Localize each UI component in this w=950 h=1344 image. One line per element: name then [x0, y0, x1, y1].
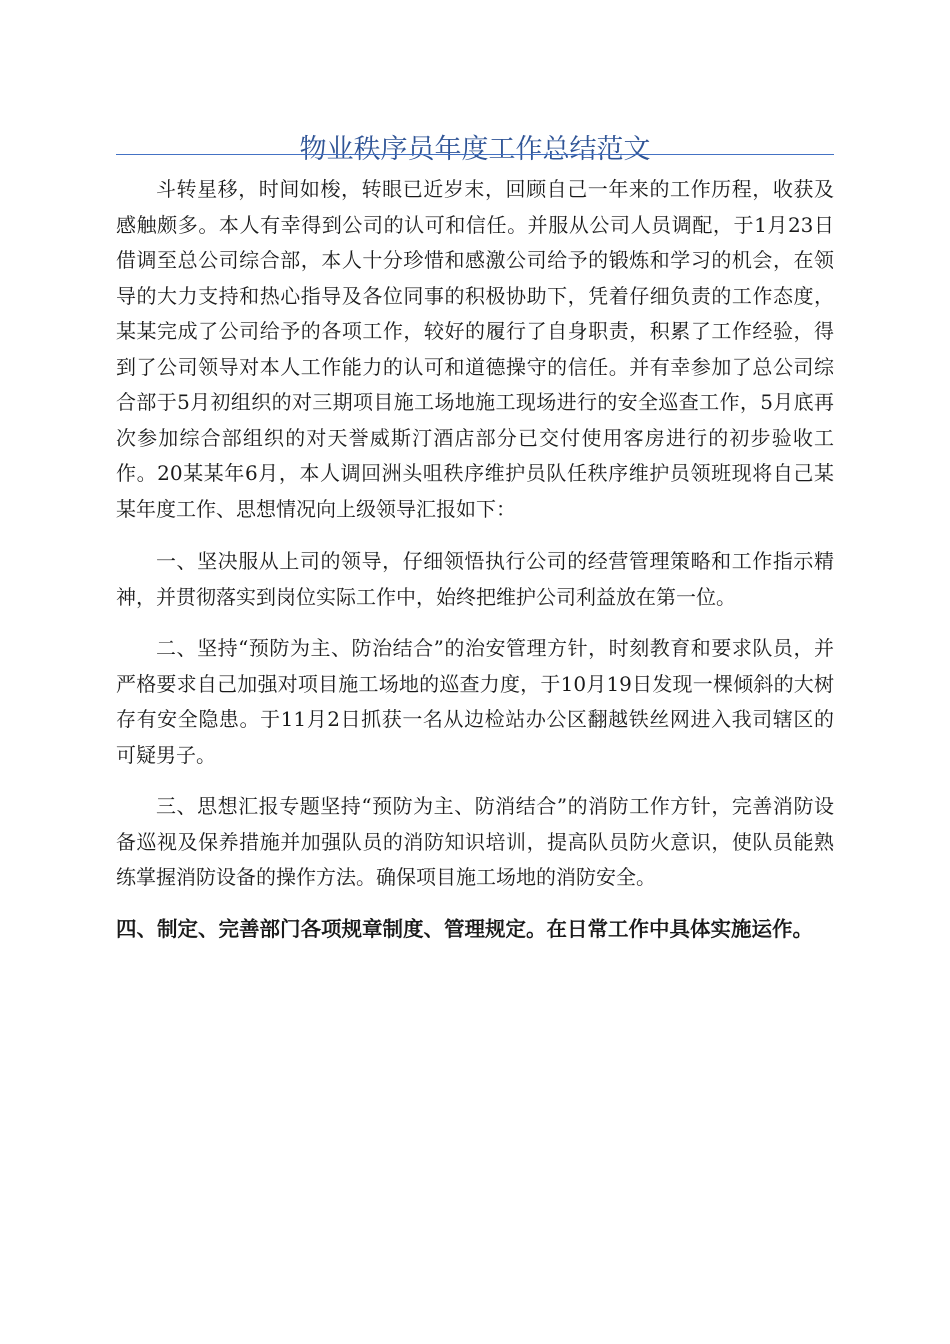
document-body [116, 172, 834, 947]
point-four-heading: 四、制定、完善部门各项规章制度、管理规定。在日常工作中具体实施运作。 [116, 916, 813, 941]
document-title: 物业秩序员年度工作总结范文 [299, 134, 651, 166]
point-one-paragraph: 一、坚决服从上司的领导，仔细领悟执行公司的经营管理策略和工作指示精神，并贯彻落实到岗位实际工作中，始终把维护公司利益放在第一位。 [116, 549, 834, 609]
point-three-paragraph: 三、思想汇报专题坚持“预防为主、防消结合”的消防工作方针，完善消防设备巡视及保养措施并加强队员的消防知识培训，提高队员防火意识，使队员能熟练掌握消防设备的操作方法。确保项目施工场地的消防安全。 [116, 794, 834, 889]
point-two-paragraph: 二、坚持“预防为主、防治结合”的治安管理方针，时刻教育和要求队员，并严格要求自己加强对项目施工场地的巡查力度，于10月19日发现一棵倾斜的大树存有安全隐患。于11月2日抓获一名从边检站办公区翻越铁丝网进入我司辖区的可疑男子。 [116, 636, 834, 767]
title-divider [116, 154, 834, 155]
intro-paragraph: 斗转星移，时间如梭，转眼已近岁末，回顾自己一年来的工作历程，收获及感触颇多。本人有幸得到公司的认可和信任。并服从公司人员调配，于1月23日借调至总公司综合部，本人十分珍惜和感激公司给予的锻炼和学习的机会，在领导的大力支持和热心指导及各位同事的积极协助下，凭着仔细负责的工作态度，某某完成了公司给予的各项工作，较好的履行了自身职责，积累了工作经验，得到了公司领导对本人工作能力的认可和道德操守的信任。并有幸参加了总公司综合部于5月初组织的对三期项目施工场地施工现场进行的安全巡查工作，5月底再次参加综合部组织的对天誉威斯汀酒店部分已交付使用客房进行的初步验收工作。20某某年6月，本人调回洲头咀秩序维护员队任秩序维护员领班现将自己某某年度工作、思想情况向上级领导汇报如下： [116, 177, 834, 521]
